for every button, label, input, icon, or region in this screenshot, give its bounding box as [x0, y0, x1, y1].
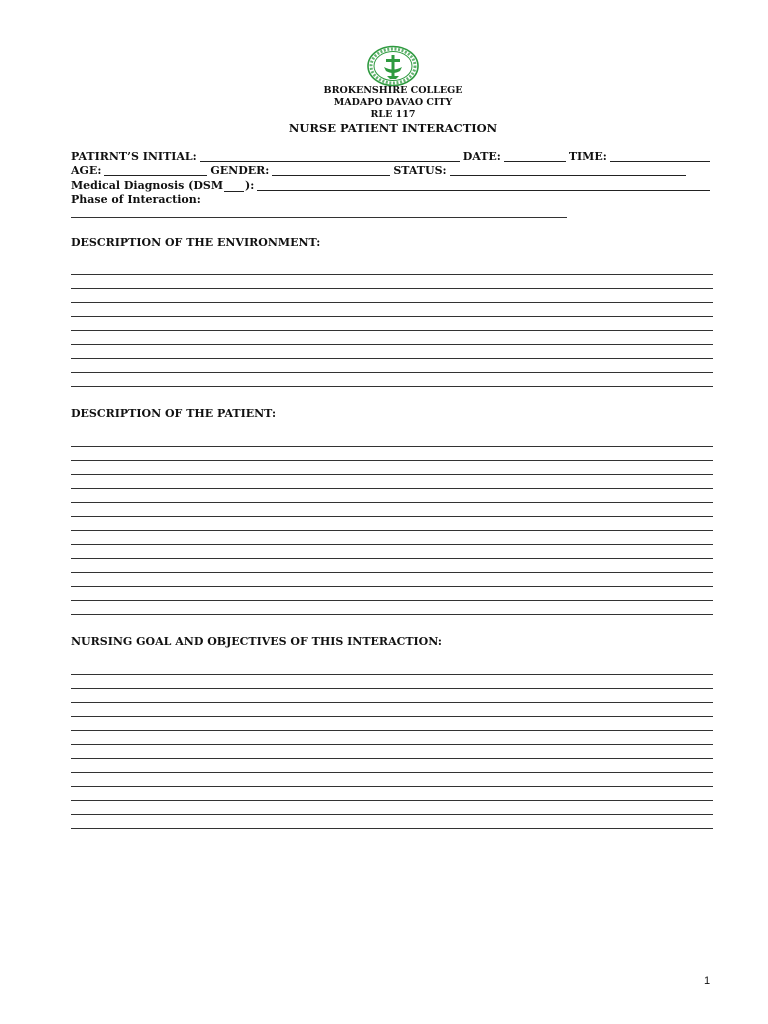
writing-line[interactable]	[71, 288, 713, 289]
writing-line[interactable]	[71, 460, 713, 461]
school-location: MADAPO DAVAO CITY	[333, 97, 453, 108]
school-name: BROKENSHIRE COLLEGE	[323, 85, 463, 96]
date-label: DATE:	[462, 150, 501, 163]
gender-field[interactable]	[272, 165, 390, 176]
writing-line[interactable]	[71, 502, 713, 503]
writing-line[interactable]	[71, 488, 713, 489]
patient-heading: DESCRIPTION OF THE PATIENT:	[71, 407, 277, 420]
writing-line[interactable]	[71, 358, 713, 359]
page-number: 1	[704, 975, 711, 987]
time-field[interactable]	[610, 151, 710, 162]
demographics-row	[71, 164, 713, 178]
course-code: RLE 117	[370, 109, 416, 120]
writing-line[interactable]	[71, 702, 713, 703]
writing-line[interactable]	[71, 716, 713, 717]
time-label: TIME:	[568, 150, 607, 163]
patient-info-row	[71, 150, 713, 164]
dsm-field[interactable]	[224, 181, 244, 192]
goals-heading: NURSING GOAL AND OBJECTIVES OF THIS INTERACTION:	[71, 635, 442, 648]
writing-line[interactable]	[71, 786, 713, 787]
environment-heading: DESCRIPTION OF THE ENVIRONMENT:	[71, 236, 321, 249]
phase-field[interactable]	[71, 217, 567, 218]
writing-line[interactable]	[71, 688, 713, 689]
writing-line[interactable]	[71, 372, 713, 373]
form-title: NURSE PATIENT INTERACTION	[288, 121, 498, 135]
phase-row	[71, 193, 713, 207]
writing-line[interactable]	[71, 316, 713, 317]
writing-line[interactable]	[71, 530, 713, 531]
writing-line[interactable]	[71, 772, 713, 773]
diagnosis-field[interactable]	[257, 180, 710, 191]
writing-line[interactable]	[71, 814, 713, 815]
gender-label: GENDER:	[210, 164, 270, 177]
writing-line[interactable]	[71, 758, 713, 759]
diagnosis-row	[71, 179, 713, 193]
date-field[interactable]	[504, 151, 566, 162]
writing-line[interactable]	[71, 614, 713, 615]
writing-line[interactable]	[71, 600, 713, 601]
writing-line[interactable]	[71, 744, 713, 745]
writing-line[interactable]	[71, 274, 713, 275]
writing-line[interactable]	[71, 544, 713, 545]
diagnosis-label-suffix: ):	[245, 179, 255, 192]
writing-line[interactable]	[71, 586, 713, 587]
writing-line[interactable]	[71, 474, 713, 475]
writing-line[interactable]	[71, 302, 713, 303]
writing-line[interactable]	[71, 344, 713, 345]
diagnosis-label-prefix: Medical Diagnosis (DSM	[71, 179, 224, 192]
writing-line[interactable]	[71, 572, 713, 573]
age-field[interactable]	[104, 165, 207, 176]
writing-line[interactable]	[71, 386, 713, 387]
writing-line[interactable]	[71, 730, 713, 731]
writing-line[interactable]	[71, 828, 713, 829]
college-seal-logo	[366, 45, 420, 87]
patient-initial-label: PATIRNT’S INITIAL:	[71, 150, 197, 163]
writing-line[interactable]	[71, 674, 713, 675]
writing-line[interactable]	[71, 446, 713, 447]
writing-line[interactable]	[71, 558, 713, 559]
age-label: AGE:	[71, 164, 102, 177]
phase-label: Phase of Interaction:	[71, 193, 201, 206]
status-field[interactable]	[450, 165, 686, 176]
writing-line[interactable]	[71, 800, 713, 801]
status-label: STATUS:	[393, 164, 447, 177]
writing-line[interactable]	[71, 516, 713, 517]
patient-initial-field[interactable]	[200, 151, 460, 162]
writing-line[interactable]	[71, 330, 713, 331]
